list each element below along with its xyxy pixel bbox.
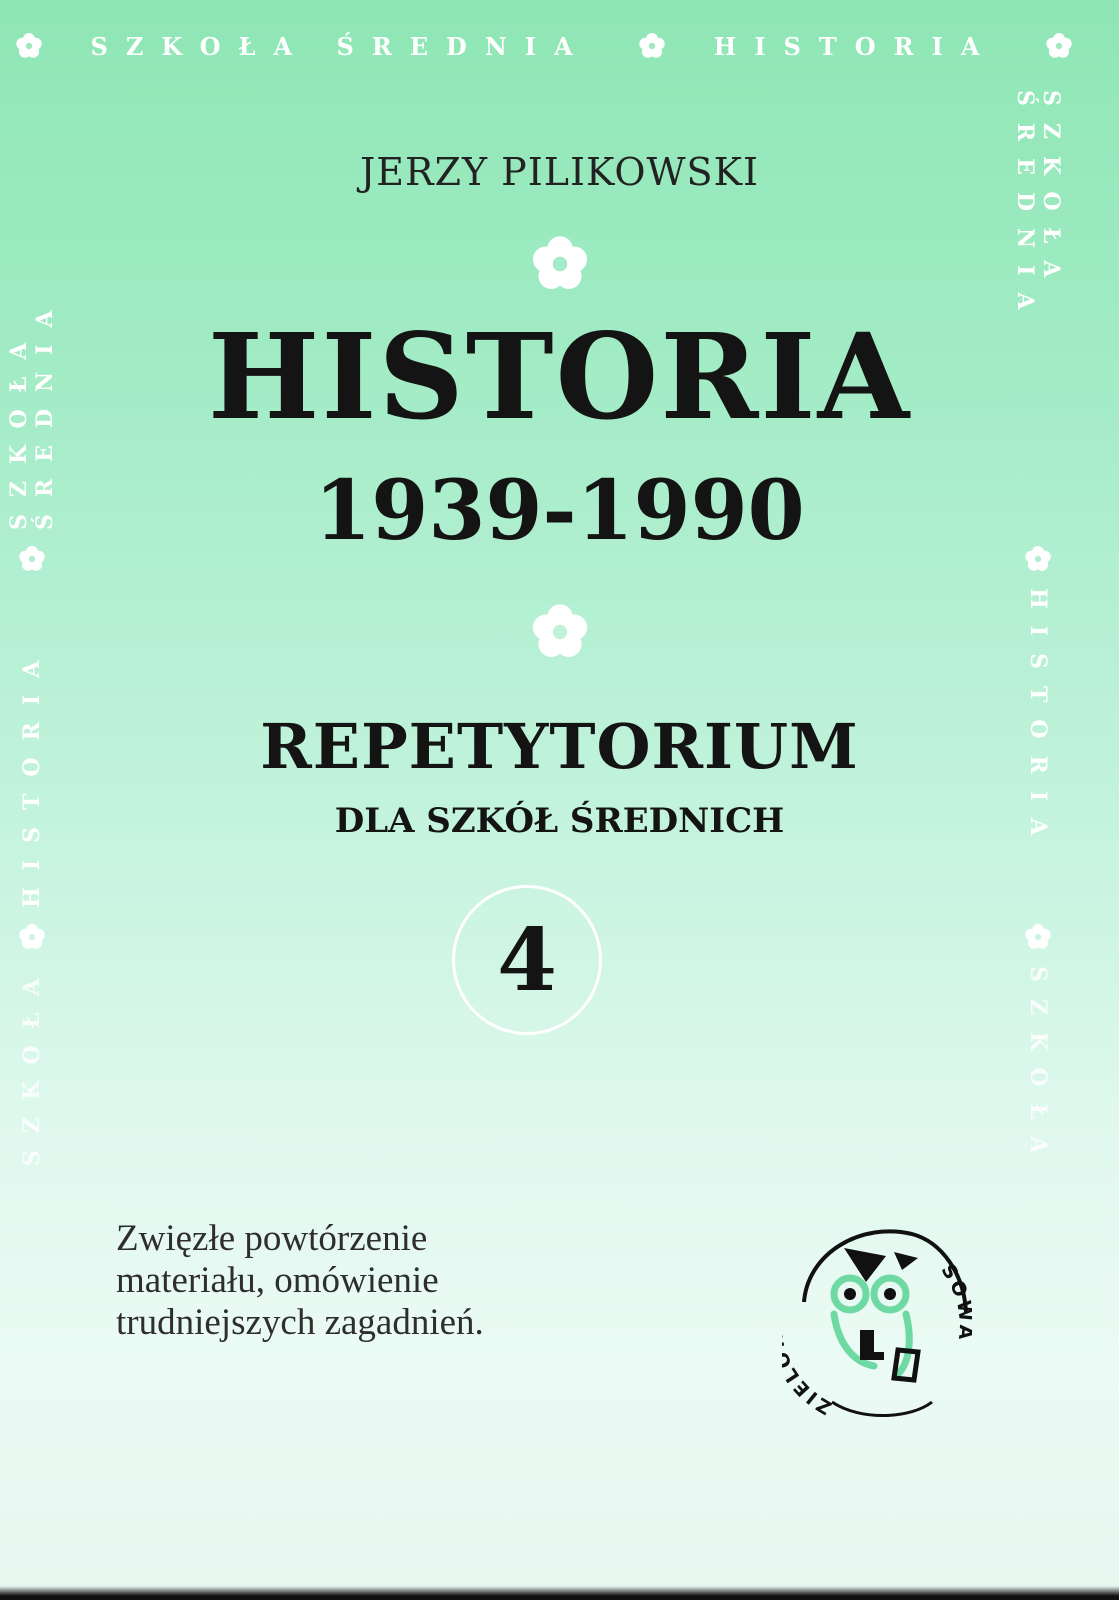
border-word: HISTORIA xyxy=(19,643,45,908)
publisher-logo xyxy=(782,1212,972,1422)
flower-icon xyxy=(14,31,44,61)
svg-text:SOWA xyxy=(937,1260,972,1343)
book-subtitle: REPETYTORIUM xyxy=(260,710,859,783)
top-border-band xyxy=(14,26,1074,66)
flower-icon xyxy=(0,232,1119,300)
svg-text:ZIELONA xyxy=(782,1311,836,1419)
cover-blurb xyxy=(116,1218,636,1344)
border-word: HISTORIA xyxy=(1025,588,1051,853)
border-word: HISTORIA xyxy=(713,31,998,61)
flower-icon xyxy=(637,31,667,61)
blurb-line: trudniejszych zagadnień. xyxy=(116,1302,484,1343)
owl-logo-icon xyxy=(782,1212,972,1422)
book-subtitle-secondary: DLA SZKÓŁ ŚREDNICH xyxy=(334,801,785,841)
book-title: HISTORIA xyxy=(207,307,912,446)
flower-icon xyxy=(1023,922,1053,952)
flower-icon xyxy=(1044,31,1074,61)
volume-number: 4 xyxy=(497,909,557,1011)
blurb-line: Zwięzłe powtórzenie xyxy=(116,1218,428,1259)
border-word: SZKOŁA xyxy=(1025,966,1051,1171)
border-word: SZKOŁA ŚREDNIA xyxy=(1012,90,1064,327)
border-word: SZKOŁA xyxy=(19,961,45,1166)
border-word: SZKOŁA ŚREDNIA xyxy=(90,31,591,61)
publisher-name-left: ZIE xyxy=(787,1373,836,1419)
blurb-line: materiału, omówienie xyxy=(116,1260,439,1301)
title-years: 1939-1990 xyxy=(314,463,805,559)
border-word: SZKOŁA ŚREDNIA xyxy=(6,293,58,530)
author-name: JERZY PILIKOWSKI xyxy=(360,150,759,194)
flower-icon xyxy=(17,922,47,952)
flower-icon xyxy=(0,600,1119,668)
cover-edge xyxy=(0,1586,1119,1600)
publisher-name-right: SO xyxy=(936,1260,972,1304)
volume-badge xyxy=(452,885,602,1035)
